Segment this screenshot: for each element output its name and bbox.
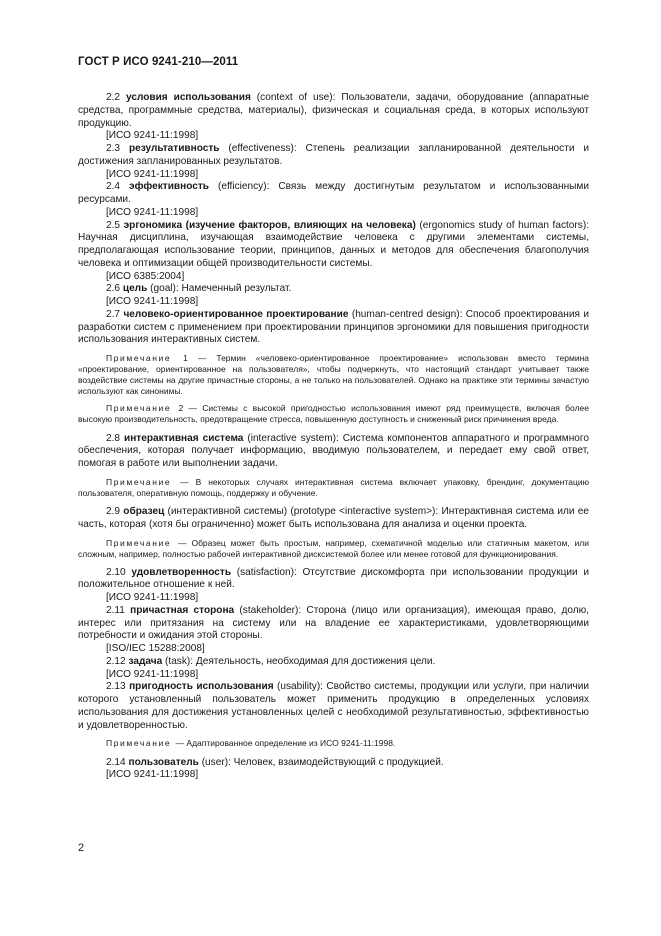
reference: [ИСО 6385:2004] xyxy=(106,270,185,282)
definition-2-13: 2.13 пригодность использования (usability): Свойство системы, продукции или услуги, при наличии которого установленный пользователь может применить продукцию в определенных условиях использования для достижения установленных целей с необходимой результативностью, эффективностью и удовлетворенностью. xyxy=(78,681,589,731)
reference: [ИСО 9241-11:1998] xyxy=(106,296,199,307)
reference: [ИСО 9241-11:1998] xyxy=(106,668,199,680)
note: Примечание — В некоторых случаях интерактивная система включает упаковку, брендинг, документацию пользователя, оперативную помощь, поддержку и обучение. xyxy=(78,476,589,498)
definition-2-14: 2.14 пользователь (user): Человек, взаимодействующий с продукцией. xyxy=(106,756,444,768)
term: пригодность использования xyxy=(129,681,274,693)
definition-2-7: 2.7 человеко-ориентированное проектирование (human-centred design): Способ проектирования и разработки систем с применением при проектировании принципов эргономики для повышения пригодности использования интерактивных систем. xyxy=(78,308,589,346)
reference: [ИСО 9241-11:1998] xyxy=(106,130,199,142)
reference: [ИСО 9241-11:1998] xyxy=(106,592,199,604)
term: задача xyxy=(128,655,163,667)
note: Примечание — Образец может быть простым, например, схематичной моделью или статичным макетом, или сложным, например, полностью рабочей интерактивной дисксистемой более или менее готовой для функционирования. xyxy=(78,537,589,559)
term: результативность xyxy=(128,143,220,154)
term: цель xyxy=(122,283,148,295)
term: эффективность xyxy=(129,181,210,193)
term: удовлетворенность xyxy=(131,566,232,578)
reference: [ISO/IEC 15288:2008] xyxy=(106,643,205,655)
definition-2-8: 2.8 интерактивная система (interactive system): Система компонентов аппаратного и программного обеспечения, которая получает информацию, вводимую пользователем, и передает ему свой ответ, помогая в работе или выполнении задачи. xyxy=(78,432,589,470)
note: Примечание — Адаптированное определение из ИСО 9241-11:1998. xyxy=(106,738,396,749)
definition-2-5: 2.5 эргономика (изучение факторов, влияющих на человека) (ergonomics study of human factors): Научная дисциплина, изучающая взаимодействие человека с другими элементами системы, предполагающая использование теории, принципов, данных и методов для обеспечения благополучия человека и оптимизации общей производительности системы. xyxy=(78,219,589,269)
reference: [ИСО 9241-11:1998] xyxy=(106,206,199,218)
definition-2-3: 2.3 результативность (effectiveness): Степень реализации запланированной деятельности и достижения запланированных результатов. xyxy=(78,143,589,167)
document-body xyxy=(78,92,589,782)
definition-2-12: 2.12 задача (task): Деятельность, необходимая для достижения цели. xyxy=(106,655,436,667)
term: причастная сторона xyxy=(130,604,235,616)
term: интерактивная система xyxy=(124,432,244,444)
page-header: ГОСТ Р ИСО 9241-210—2011 xyxy=(78,56,239,68)
definition-2-9: 2.9 образец (интерактивной системы) (prototype <interactive system>): Интерактивная система или ее часть, которая (хотя бы ограниченно) может быть использована для анализа и оценки проекта. xyxy=(78,506,589,530)
note: Примечание 1 — Термин «человеко-ориентированное проектирование» использован вместо термина «проектирование, ориентированное на пользователя», чтобы подчеркнуть, что настоящий стандарт учитывает также воздействие системы на другие причастные стороны, а не только на пользователей. Однако на практике эти термины зачастую используют как синонимы. xyxy=(78,353,589,397)
definition-2-10: 2.10 удовлетворенность (satisfaction): Отсутствие дискомфорта при использовании продукции и положительное отношение к ней. xyxy=(78,566,589,591)
term: эргономика (изучение факторов, влияющих на человека) xyxy=(123,219,416,231)
term: условия использования xyxy=(125,92,251,103)
definition-2-11: 2.11 причастная сторона (stakeholder): Сторона (лицо или организация), имеющая право, долю, интерес или притязания на систему или на владение ее характеристиками, удовлетворяющими потребности и ожидания этой стороны. xyxy=(78,604,589,642)
definition-2-2: 2.2 условия использования (context of use): Пользователи, задачи, оборудование (аппаратные средства, программные средства, материалы), физическая и социальная среда, в которых используют продукцию. xyxy=(78,92,589,129)
definition-2-4: 2.4 эффективность (efficiency): Связь между достигнутым результатом и использованными ресурсами. xyxy=(78,181,589,205)
term: образец xyxy=(123,506,165,517)
reference: [ИСО 9241-11:1998] xyxy=(106,168,199,180)
note: Примечание 2 — Системы с высокой пригодностью использования имеют ряд преимуществ, включая более высокую производительность, предотвращение стресса, повышенную доступность и сниженный риск причинения вреда. xyxy=(78,403,589,425)
page-number: 2 xyxy=(78,842,85,854)
definition-2-6: 2.6 цель (goal): Намеченный результат. xyxy=(106,283,292,295)
term: пользователь xyxy=(128,756,199,768)
reference: [ИСО 9241-11:1998] xyxy=(106,769,199,781)
term: человеко-ориентированное проектирование xyxy=(123,308,349,320)
